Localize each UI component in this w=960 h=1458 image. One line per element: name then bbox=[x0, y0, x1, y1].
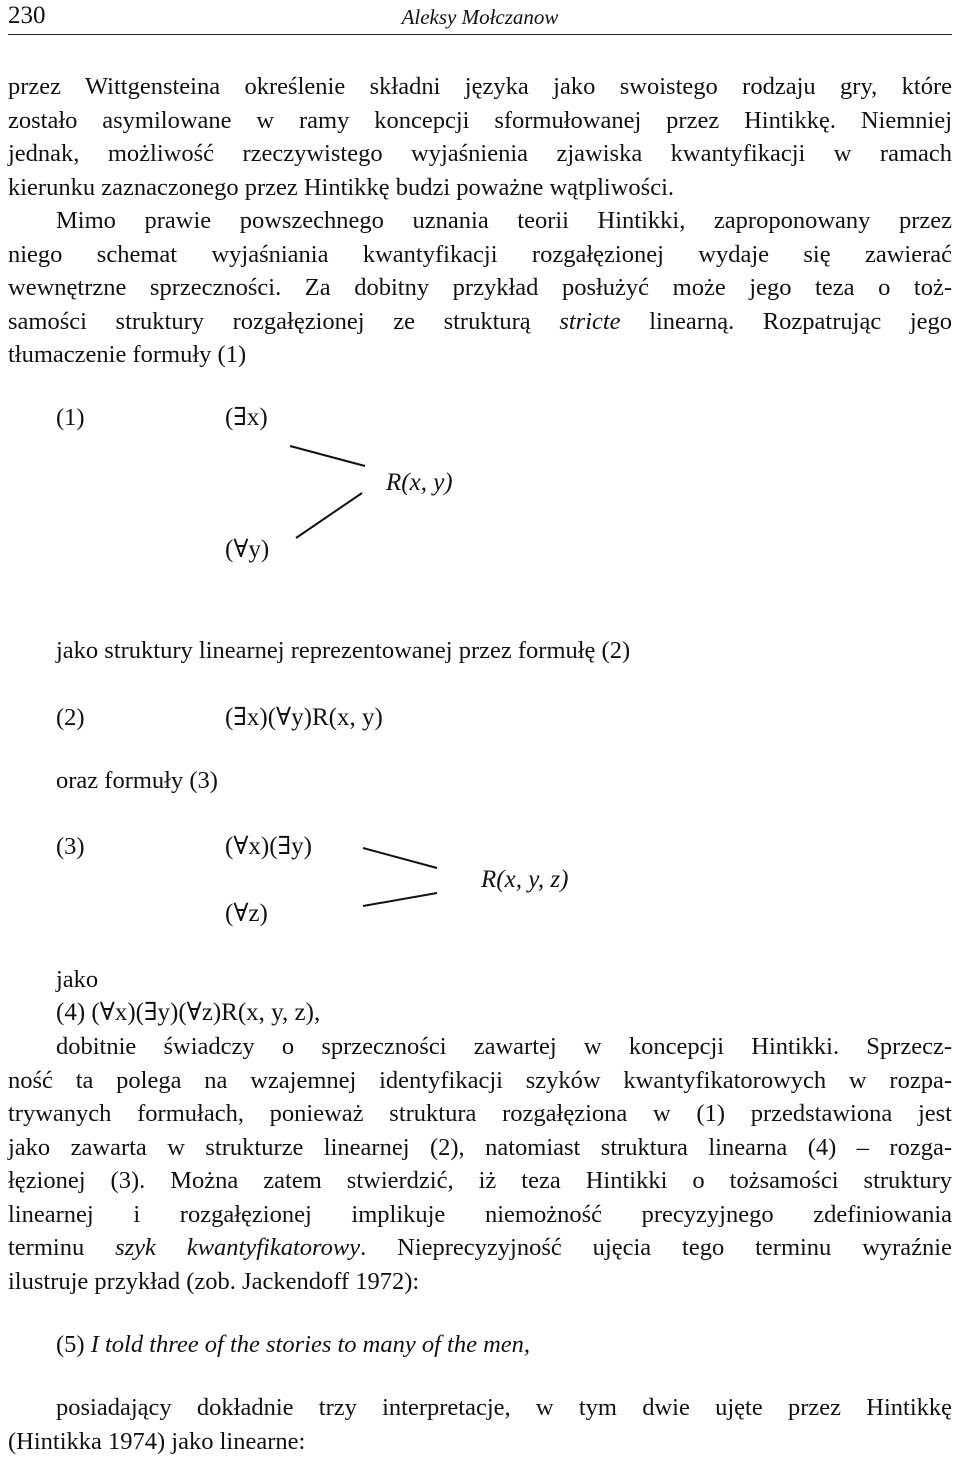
paragraph-2 bbox=[8, 204, 952, 372]
formula-1-top-quantifier: (∃x) bbox=[225, 404, 268, 431]
text-jako: jako bbox=[56, 966, 99, 993]
formula-3-upper-branch bbox=[363, 848, 437, 868]
formula-1-lower-branch bbox=[296, 493, 362, 538]
text-line: tłumaczenie formuły (1) bbox=[8, 341, 247, 368]
text-line: łęzionej (3). Można zatem stwierdzić, iż teza Hintikki o tożsamości struktury bbox=[8, 1167, 952, 1194]
text-line: dobitnie świadczy o sprzeczności zawartej w koncepcji Hintikki. Sprzecz- bbox=[56, 1033, 952, 1060]
formula-2-label: (2) bbox=[56, 704, 85, 731]
formula-2: (∃x)(∀y)R(x, y) bbox=[225, 704, 383, 731]
formula-3-label: (3) bbox=[56, 833, 85, 860]
formula-3-matrix: R(x, y, z) bbox=[481, 866, 569, 893]
paragraph-3 bbox=[8, 1030, 952, 1298]
text-line: posiadający dokładnie trzy interpretacje, w tym dwie ujęte przez Hintikkę bbox=[56, 1394, 952, 1421]
formula-4: (4) (∀x)(∃y)(∀z)R(x, y, z), bbox=[56, 999, 321, 1026]
italic-term: stricte bbox=[559, 307, 621, 335]
text-line: jednak, możliwość rzeczywistego wyjaśnienia zjawiska kwantyfikacji w ramach bbox=[8, 140, 952, 167]
text-segment: samości struktury rozgałęzionej ze strukturą bbox=[8, 307, 560, 335]
text-after-formula-2: oraz formuły (3) bbox=[56, 767, 218, 794]
text-line: Mimo prawie powszechnego uznania teorii Hintikki, zaproponowany przez bbox=[56, 207, 952, 234]
example-5 bbox=[56, 1330, 530, 1360]
formula-1-bottom-quantifier: (∀y) bbox=[225, 536, 270, 563]
formula-1-matrix: R(x, y) bbox=[386, 469, 453, 496]
text-line: trywanych formułach, ponieważ struktura rozgałęziona w (1) przedstawiona jest bbox=[8, 1100, 952, 1127]
text-line: wewnętrzne sprzeczności. Za dobitny przykład posłużyć może jego teza o toż- bbox=[8, 274, 952, 301]
italic-term: szyk kwantyfikatorowy bbox=[115, 1234, 361, 1261]
text-line: jako zawarta w strukturze linearnej (2), natomiast struktura linearna (4) – rozga- bbox=[8, 1133, 952, 1161]
text-line bbox=[8, 1231, 952, 1265]
example-5-label: (5) bbox=[56, 1331, 91, 1358]
text-line: ność ta polega na wzajemnej identyfikacji szyków kwantyfikatorowych w rozpa- bbox=[8, 1066, 952, 1094]
example-5-sentence: I told three of the stories to many of the men, bbox=[90, 1331, 531, 1358]
text-line: kierunku zaznaczonego przez Hintikkę budzi poważne wątpliwości. bbox=[8, 173, 674, 201]
text-line: ilustruje przykład (zob. Jackendoff 1972): bbox=[8, 1267, 420, 1295]
formula-3-bottom-quantifier: (∀z) bbox=[225, 900, 268, 927]
text-line bbox=[8, 305, 952, 339]
text-segment: linearną. Rozpatrując jego bbox=[620, 307, 952, 335]
text-segment: . Nieprecyzyjność ujęcia tego terminu wyraźnie bbox=[360, 1234, 952, 1261]
paragraph-1 bbox=[8, 70, 952, 204]
formula-1-upper-branch bbox=[290, 446, 365, 466]
paragraph-4 bbox=[8, 1391, 952, 1458]
text-segment: terminu bbox=[8, 1234, 116, 1261]
text-line: linearnej i rozgałęzionej implikuje niemożność precyzyjnego zdefiniowania bbox=[8, 1200, 952, 1228]
running-head: Aleksy Mołczanow bbox=[401, 5, 559, 29]
text-line: niego schemat wyjaśniania kwantyfikacji rozgałęzionej wydaje się zawierać bbox=[8, 240, 952, 268]
text-line: zostało asymilowane w ramy koncepcji sformułowanej przez Hintikkę. Niemniej bbox=[8, 106, 952, 134]
formula-3-top-quantifiers: (∀x)(∃y) bbox=[225, 833, 312, 860]
text-line: przez Wittgensteina określenie składni języka jako swoistego rodzaju gry, które bbox=[8, 73, 952, 100]
formula-1-label: (1) bbox=[56, 404, 85, 431]
text-after-formula-1: jako struktury linearnej reprezentowanej przez formułę (2) bbox=[56, 637, 631, 664]
text-line: (Hintikka 1974) jako linearne: bbox=[8, 1427, 306, 1455]
formula-3-lower-branch bbox=[363, 893, 437, 906]
page-number: 230 bbox=[8, 2, 46, 29]
page-header bbox=[8, 0, 952, 35]
